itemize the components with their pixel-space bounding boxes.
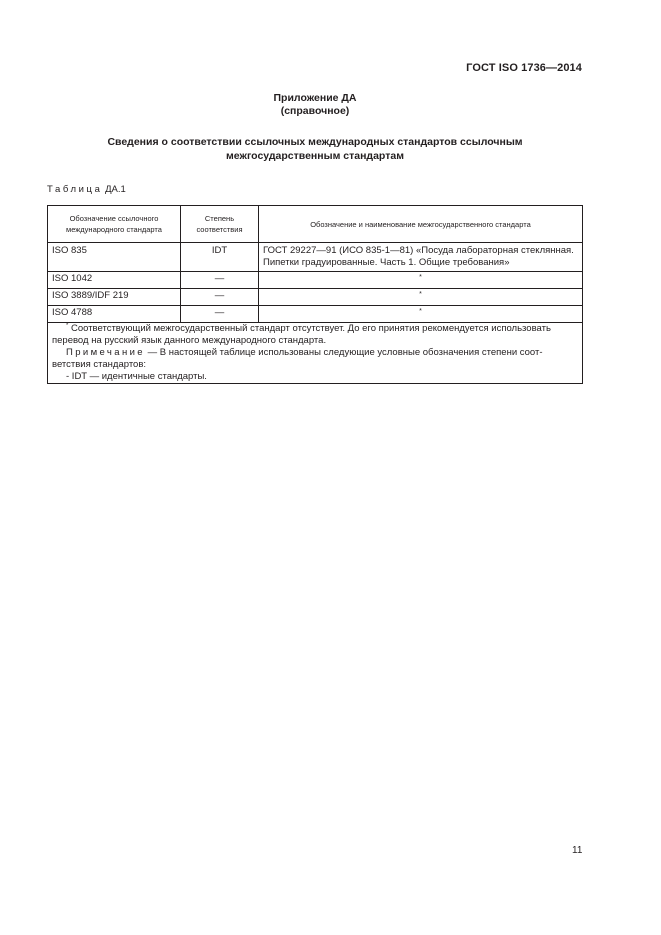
table-row — [48, 306, 583, 323]
cell-intl: ISO 3889/IDF 219 — [48, 289, 181, 306]
header-intl-line2: международного стандарта — [66, 225, 162, 234]
cell-intl: ISO 4788 — [48, 306, 181, 323]
page-number: 11 — [572, 845, 583, 856]
note-line3: - IDT — идентичные стандарты. — [66, 371, 207, 382]
note-text: — В настоящей таблице использованы следующие условные обозначения степени соот- — [145, 347, 543, 358]
annex-subtitle: (справочное) — [280, 105, 350, 117]
cell-national: * — [259, 289, 583, 306]
cell-degree: — — [181, 306, 259, 323]
table-footnote-row — [48, 323, 583, 384]
header-national-standard: Обозначение и наименование межгосударственного стандарта — [259, 206, 583, 243]
footnote-line1 — [52, 323, 578, 335]
table-row — [48, 289, 583, 306]
cell-national-line2: Пипетки градуированные. Часть 1. Общие требования» — [263, 257, 510, 268]
footnote-text: Соответствующий межгосударственный стандарт отсутствует. До его принятия рекомендуется использовать — [68, 323, 551, 334]
table-footnote — [48, 323, 583, 384]
table-row — [48, 243, 583, 272]
cell-national — [259, 243, 583, 272]
cell-degree: — — [181, 289, 259, 306]
cell-national: * — [259, 272, 583, 289]
reference-table — [47, 205, 583, 384]
cell-intl: ISO 835 — [48, 243, 181, 272]
cell-degree: — — [181, 272, 259, 289]
section-title — [0, 135, 630, 163]
table-header-row — [48, 206, 583, 243]
cell-intl: ISO 1042 — [48, 272, 181, 289]
annex-heading — [0, 92, 630, 118]
table-row — [48, 272, 583, 289]
note-line2: ветствия стандартов: — [52, 359, 147, 370]
cell-national-line1: ГОСТ 29227—91 (ИСО 835-1—81) «Посуда лабораторная стеклянная. — [263, 245, 574, 256]
header-degree-line2: соответствия — [196, 225, 243, 234]
section-title-line2: межгосударственным стандартам — [226, 150, 404, 162]
table-caption — [47, 184, 126, 195]
cell-national: * — [259, 306, 583, 323]
cell-degree: IDT — [181, 243, 259, 272]
header-intl-standard — [48, 206, 181, 243]
table-caption-word: Таблица — [47, 184, 103, 195]
note-word: Примечание — [66, 347, 145, 358]
table-caption-number: ДА.1 — [105, 184, 126, 195]
footnote-line2: перевод на русский язык данного международного стандарта. — [52, 335, 327, 346]
section-title-line1: Сведения о соответствии ссылочных международных стандартов ссылочным — [107, 136, 523, 148]
note-line1 — [52, 347, 578, 359]
document-code: ГОСТ ISO 1736—2014 — [466, 62, 582, 74]
header-degree — [181, 206, 259, 243]
annex-title: Приложение ДА — [273, 92, 357, 104]
footnote-mark: * — [66, 322, 69, 329]
header-intl-line1: Обозначение ссылочного — [69, 214, 159, 223]
header-degree-line1: Степень — [204, 214, 235, 223]
